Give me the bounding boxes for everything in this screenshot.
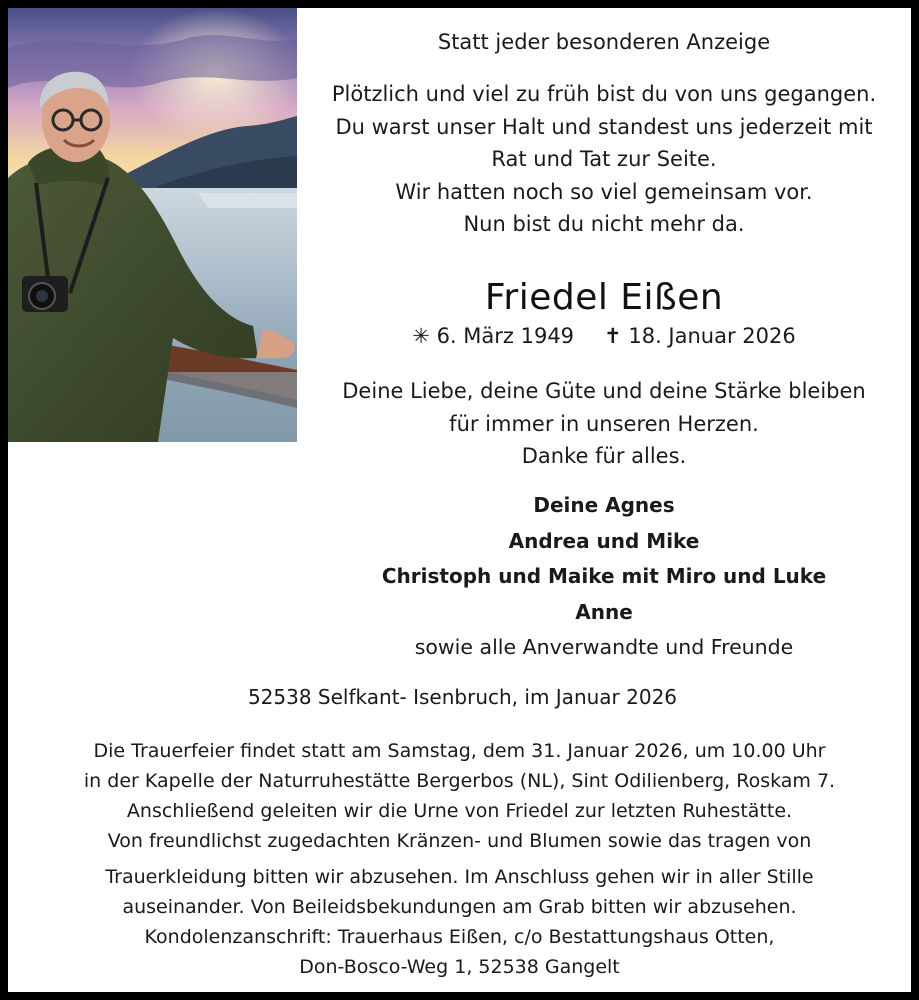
deceased-name: [297, 270, 911, 326]
portrait-photo: [8, 8, 297, 442]
funeral-line: Trauerkleidung bitten wir abzusehen. Im Anschluss gehen wir in aller Stille: [105, 866, 814, 888]
funeral-line: Von freundlichst zugedachten Kränzen- und Blumen sowie das tragen von: [107, 830, 812, 852]
dates-line: [297, 320, 911, 352]
birth-star-icon: ✳: [412, 324, 430, 348]
funeral-line: in der Kapelle der Naturruhestätte Bergerbos (NL), Sint Odilienberg, Roskam 7.: [83, 770, 836, 792]
death-cross-icon: ✝: [604, 324, 622, 348]
poem-line: Plötzlich und viel zu früh bist du von uns gegangen.: [331, 82, 877, 106]
place-date: [8, 682, 911, 712]
name-text: Friedel Eißen: [484, 277, 724, 318]
poem-line: Nun bist du nicht mehr da.: [463, 212, 745, 236]
farewell-line: Deine Liebe, deine Güte und deine Stärke bleiben: [342, 379, 866, 403]
family-signature: [297, 488, 911, 666]
place-date-text: 52538 Selfkant- Isenbruch, im Januar 2026: [247, 685, 678, 709]
family-member: Anne: [575, 599, 633, 624]
funeral-line: Die Trauerfeier findet statt am Samstag, dem 31. Januar 2026, um 10.00 Uhr: [93, 740, 826, 762]
poem: [297, 78, 911, 241]
funeral-line: Anschließend geleiten wir die Urne von Friedel zur letzten Ruhestätte.: [126, 800, 793, 822]
family-member: Andrea und Mike: [508, 528, 700, 553]
death-date: 18. Januar 2026: [628, 324, 796, 348]
intro-text: Statt jeder besonderen Anzeige: [437, 30, 771, 54]
family-others: sowie alle Anverwandte und Freunde: [414, 635, 794, 659]
farewell-line: Danke für alles.: [521, 444, 687, 468]
birth-date: 6. März 1949: [436, 324, 575, 348]
life-dates: [297, 320, 911, 352]
funeral-line: Kondolenzanschrift: Trauerhaus Eißen, c/o Bestattungshaus Otten,: [144, 926, 775, 948]
intro-line: [297, 26, 911, 59]
family-member: Deine Agnes: [533, 493, 675, 517]
funeral-details: [8, 736, 911, 976]
poem-line: Wir hatten noch so viel gemeinsam vor.: [395, 179, 813, 204]
farewell-line: für immer in unseren Herzen.: [449, 411, 759, 436]
family-member: Christoph und Maike mit Miro und Luke: [381, 564, 827, 588]
funeral-line: auseinander. Von Beileidsbekundungen am Grab bitten wir abzusehen.: [122, 896, 797, 918]
poem-line: Rat und Tat zur Seite.: [491, 147, 717, 171]
funeral-line: Don-Bosco-Weg 1, 52538 Gangelt: [299, 956, 620, 978]
farewell-text: [297, 375, 911, 473]
poem-line: Du warst unser Halt und standest uns jederzeit mit: [335, 114, 873, 139]
